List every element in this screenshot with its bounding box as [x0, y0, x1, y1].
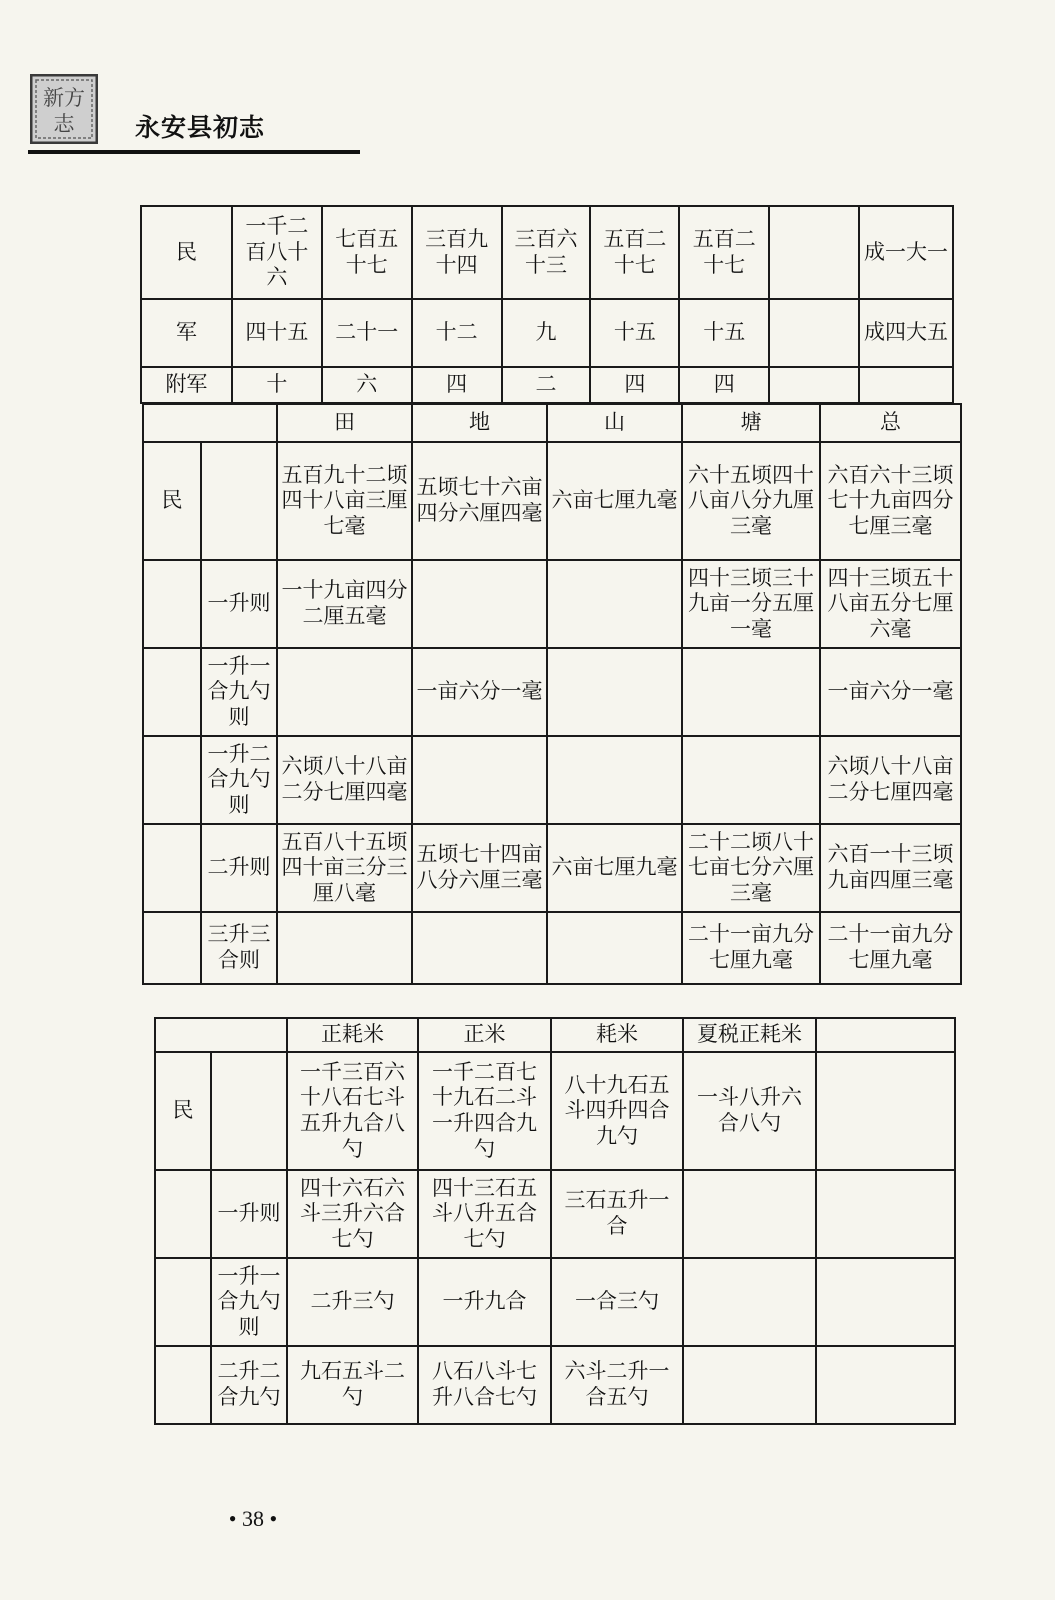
svg-text:志: 志	[53, 112, 75, 136]
table-cell: 九	[502, 299, 591, 367]
table-row	[143, 560, 961, 648]
row-label	[143, 648, 201, 736]
page-number: • 38 •	[228, 1506, 278, 1531]
row-label	[143, 912, 201, 984]
table-cell	[412, 736, 547, 824]
table-cell: 九石五斗二勺	[287, 1346, 418, 1424]
table-cell: 四	[590, 367, 679, 403]
table-cell: 十二	[412, 299, 502, 367]
table-cell: 六亩七厘九毫	[547, 442, 682, 560]
row-sublabel: 一升则	[201, 560, 277, 648]
land-table	[142, 403, 962, 985]
table-cell	[547, 648, 682, 736]
table-cell: 二十一亩九分七厘九毫	[682, 912, 820, 984]
table-cell: 一亩六分一毫	[820, 648, 961, 736]
table-cell: 二十一	[322, 299, 412, 367]
table-cell: 四十六石六斗三升六合七勺	[287, 1170, 418, 1258]
table-cell	[816, 1258, 955, 1346]
table-cell: 十五	[590, 299, 679, 367]
table-cell: 一千二百八十六	[232, 206, 322, 299]
table-cell: 二十一亩九分七厘九毫	[820, 912, 961, 984]
column-header: 耗米	[551, 1018, 683, 1052]
row-label: 民	[143, 442, 201, 560]
table-cell	[769, 206, 859, 299]
table-row	[141, 299, 953, 367]
table-cell: 六斗二升一合五勺	[551, 1346, 683, 1424]
table-row	[143, 648, 961, 736]
corner-cell	[155, 1018, 287, 1052]
table-cell	[277, 912, 412, 984]
table-cell	[682, 736, 820, 824]
table-cell: 六百一十三顷九亩四厘三毫	[820, 824, 961, 912]
row-label	[155, 1258, 211, 1346]
row-sublabel	[201, 442, 277, 560]
table-cell: 成一大一	[859, 206, 953, 299]
column-header: 正耗米	[287, 1018, 418, 1052]
tax-table	[154, 1017, 956, 1425]
table-cell: 三百六十三	[502, 206, 591, 299]
table-cell: 五百二十七	[590, 206, 679, 299]
table-cell: 一千二百七十九石二斗一升四合九勺	[418, 1052, 551, 1170]
row-sublabel: 三升三合则	[201, 912, 277, 984]
column-header: 总	[820, 404, 961, 442]
table-cell: 四十三顷三十九亩一分五厘一毫	[682, 560, 820, 648]
row-label	[143, 560, 201, 648]
table-cell: 四十三顷五十八亩五分七厘六毫	[820, 560, 961, 648]
table-cell: 六	[322, 367, 412, 403]
table-cell	[547, 560, 682, 648]
table-cell: 八十九石五斗四升四合九勺	[551, 1052, 683, 1170]
row-sublabel: 一升则	[211, 1170, 287, 1258]
table-cell: 七百五十七	[322, 206, 412, 299]
table-row	[143, 736, 961, 824]
table-cell: 二	[502, 367, 591, 403]
table-cell: 六顷八十八亩二分七厘四毫	[277, 736, 412, 824]
column-header	[816, 1018, 955, 1052]
table-cell: 六亩七厘九毫	[547, 824, 682, 912]
table-cell	[816, 1170, 955, 1258]
table-cell: 四	[412, 367, 502, 403]
row-label: 军	[141, 299, 232, 367]
table-cell: 一升九合	[418, 1258, 551, 1346]
table-cell: 四十五	[232, 299, 322, 367]
table-cell: 八石八斗七升八合七勺	[418, 1346, 551, 1424]
table-cell: 五顷七十四亩八分六厘三毫	[412, 824, 547, 912]
table-cell	[769, 367, 859, 403]
row-label	[143, 736, 201, 824]
row-sublabel: 一升一合九勺则	[211, 1258, 287, 1346]
table-cell: 四十三石五斗八升五合七勺	[418, 1170, 551, 1258]
table-cell	[547, 912, 682, 984]
column-header: 正米	[418, 1018, 551, 1052]
table-cell: 四	[679, 367, 769, 403]
table-header-row	[155, 1018, 955, 1052]
table-cell: 一合三勺	[551, 1258, 683, 1346]
table-cell: 二升三勺	[287, 1258, 418, 1346]
table-cell: 一千三百六十八石七斗五升九合八勺	[287, 1052, 418, 1170]
table-row	[155, 1258, 955, 1346]
table-cell	[816, 1346, 955, 1424]
row-label: 民	[155, 1052, 211, 1170]
column-header: 田	[277, 404, 412, 442]
table-cell: 五百八十五顷四十亩三分三厘八毫	[277, 824, 412, 912]
table-cell: 五百二十七	[679, 206, 769, 299]
row-sublabel: 一升二合九勺则	[201, 736, 277, 824]
table-row	[155, 1346, 955, 1424]
row-label	[155, 1170, 211, 1258]
table-cell	[682, 648, 820, 736]
table-cell: 六十五顷四十八亩八分九厘三毫	[682, 442, 820, 560]
table-cell: 三石五升一合	[551, 1170, 683, 1258]
table-row	[143, 824, 961, 912]
row-sublabel: 二升则	[201, 824, 277, 912]
table-cell	[277, 648, 412, 736]
row-sublabel	[211, 1052, 287, 1170]
table-cell: 十	[232, 367, 322, 403]
table-cell: 一斗八升六合八勺	[683, 1052, 816, 1170]
table-row	[141, 206, 953, 299]
row-label	[143, 824, 201, 912]
table-cell: 一十九亩四分二厘五毫	[277, 560, 412, 648]
table-cell	[683, 1258, 816, 1346]
table-row	[155, 1170, 955, 1258]
book-title: 永安县初志	[135, 113, 266, 142]
table-cell	[412, 560, 547, 648]
table-row	[155, 1052, 955, 1170]
row-label: 民	[141, 206, 232, 299]
column-header: 地	[412, 404, 547, 442]
table-cell: 六百六十三顷七十九亩四分七厘三毫	[820, 442, 961, 560]
row-sublabel: 二升二合九勺	[211, 1346, 287, 1424]
table-cell: 五百九十二顷四十八亩三厘七毫	[277, 442, 412, 560]
table-cell: 三百九十四	[412, 206, 502, 299]
table-cell	[769, 299, 859, 367]
table-cell	[547, 736, 682, 824]
header-rule	[28, 150, 360, 154]
table-cell	[412, 912, 547, 984]
table-header-row	[143, 404, 961, 442]
column-header: 塘	[682, 404, 820, 442]
table-row	[143, 912, 961, 984]
row-sublabel: 一升一合九勺则	[201, 648, 277, 736]
seal-logo	[30, 74, 98, 144]
table-cell	[683, 1346, 816, 1424]
table-cell: 五顷七十六亩四分六厘四毫	[412, 442, 547, 560]
table-cell: 一亩六分一毫	[412, 648, 547, 736]
column-header: 夏税正耗米	[683, 1018, 816, 1052]
table-cell: 二十二顷八十七亩七分六厘三毫	[682, 824, 820, 912]
table-cell	[683, 1170, 816, 1258]
household-table	[140, 205, 954, 404]
row-label: 附军	[141, 367, 232, 403]
table-cell: 十五	[679, 299, 769, 367]
table-cell	[816, 1052, 955, 1170]
table-row	[141, 367, 953, 403]
column-header: 山	[547, 404, 682, 442]
table-cell: 六顷八十八亩二分七厘四毫	[820, 736, 961, 824]
row-label	[155, 1346, 211, 1424]
table-cell	[859, 367, 953, 403]
table-cell: 成四大五	[859, 299, 953, 367]
svg-text:新方: 新方	[43, 86, 85, 110]
table-row	[143, 442, 961, 560]
corner-cell	[143, 404, 277, 442]
